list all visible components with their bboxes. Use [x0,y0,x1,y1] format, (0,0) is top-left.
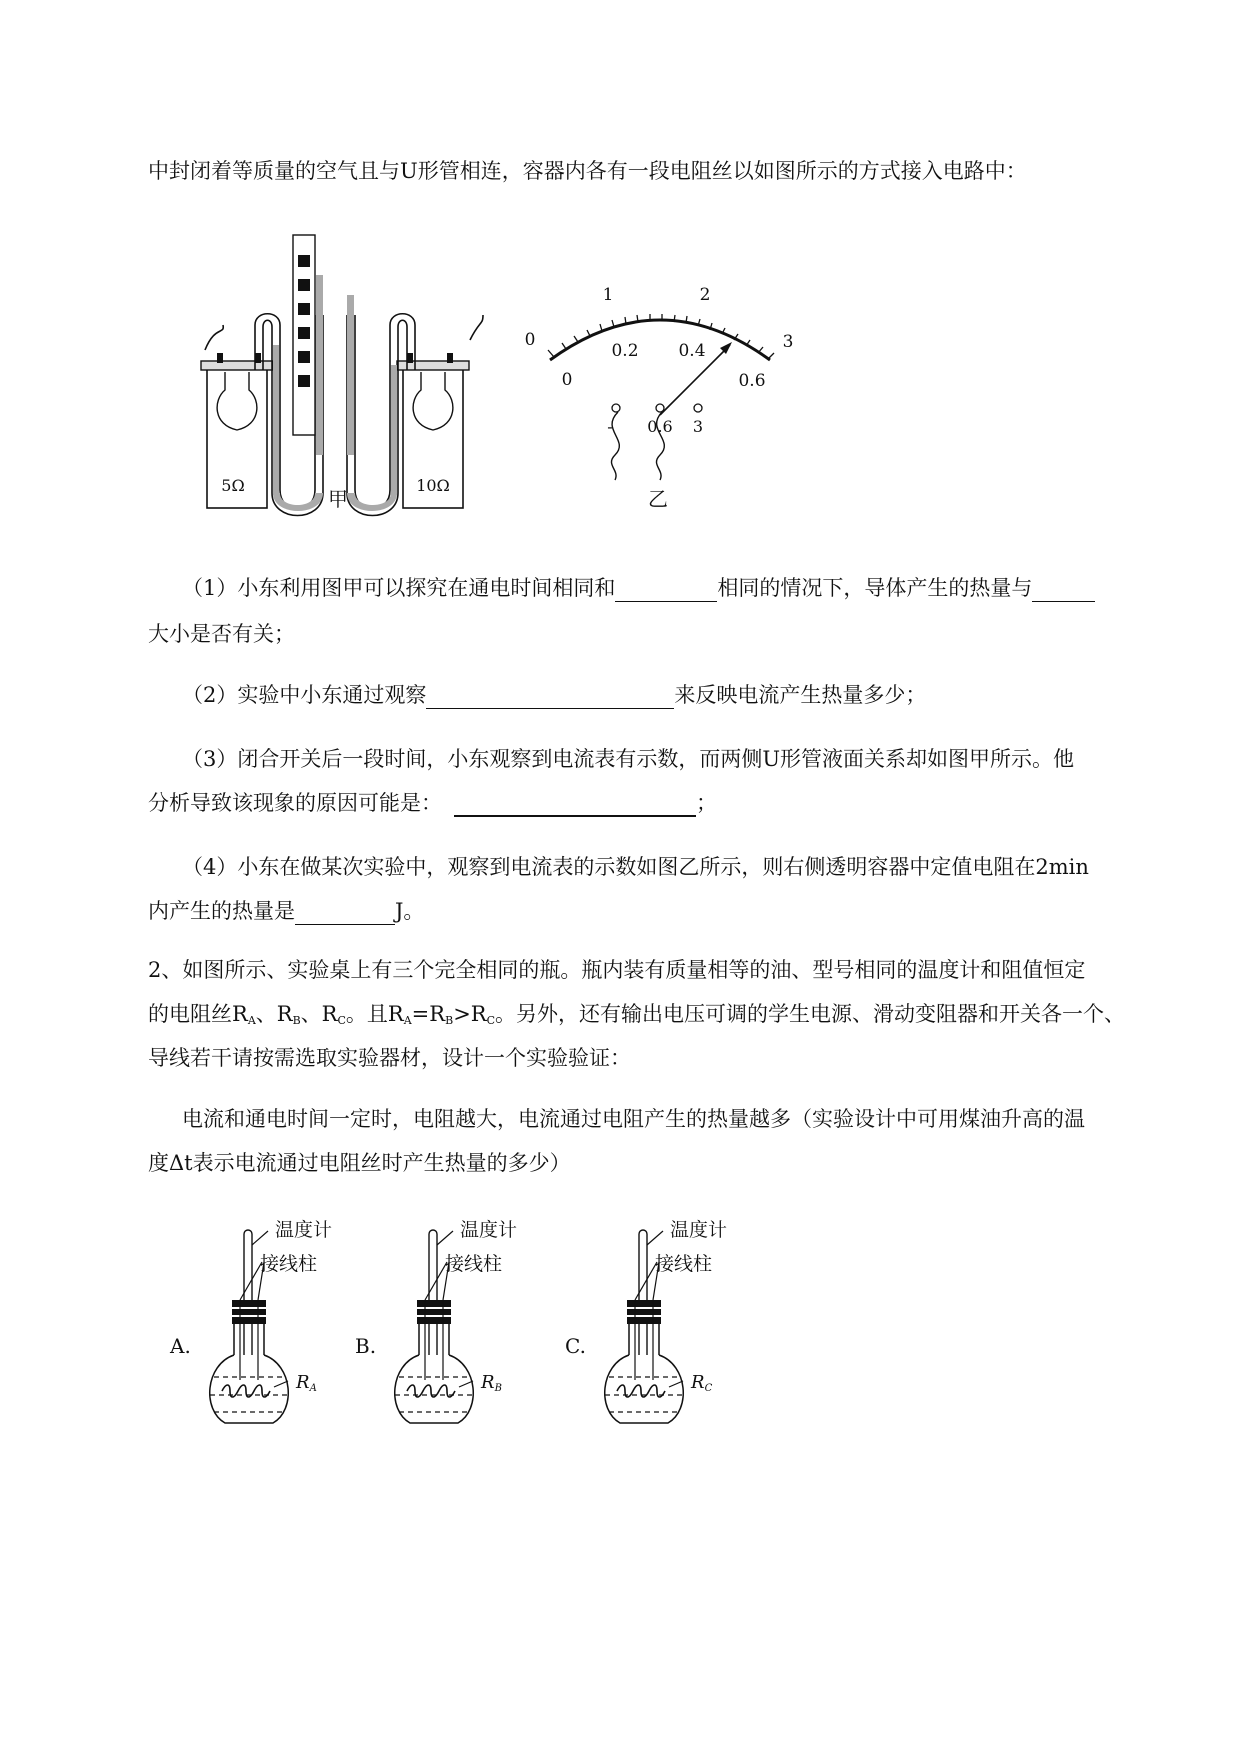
p2-text-c: 、R [300,1002,338,1026]
q1-blank-1[interactable] [615,579,717,602]
upper-scale-1: 1 [602,285,614,305]
q3-text-a: 分析导致该现象的原因可能是： [148,791,442,815]
intro-text: 中封闭着等质量的空气且与U形管相连，容器内各有一段电阻丝以如图所示的方式接入电路中： [148,159,1027,183]
upper-scale-3: 3 [782,332,794,352]
resistor-label [296,1369,317,1403]
lower-scale-04: 0.4 [678,341,706,361]
jia-label: 甲 [328,487,348,511]
p2-text-g: 。另外，还有输出电压可调的学生电源、滑动变阻器和开关各一个、 [495,1002,1126,1026]
figure-yi-ammeter [520,280,810,510]
terminal-label: 接线柱 [445,1253,503,1275]
flask-option-label: C. [565,1334,586,1358]
flask-r-sub: A [309,1383,317,1394]
q2-blank[interactable] [426,686,674,709]
q1-line2: 大小是否有关； [148,622,295,646]
flask-figure-c [565,1205,785,1445]
p2-text-f: >R [453,1002,487,1026]
q2-line1 [182,681,926,709]
upper-scale-2: 2 [699,285,711,305]
yi-label: 乙 [648,487,668,511]
flask-r: R [691,1372,705,1393]
resistor-label [481,1369,502,1403]
upper-scale-0: 0 [524,330,536,350]
p2-text-d: 。且R [345,1002,404,1026]
right-resistor-label: 10Ω [416,476,450,495]
q4-text-a: 内产生的热量是 [148,899,295,923]
flask-option-label: A. [170,1334,191,1358]
terminal-label: 接线柱 [260,1253,318,1275]
q3-line2 [148,789,717,817]
terminal-neg: - [607,417,613,436]
flask-figure-b [355,1205,575,1445]
sub-ra: A [247,1014,256,1027]
terminal-3: 3 [692,417,704,436]
q3-text-b: ； [696,791,717,815]
flask-r-sub: C [704,1383,713,1394]
sub-rb: B [292,1014,301,1027]
q2-text-b: 来反映电流产生热量多少； [674,683,927,707]
figure-jia [195,255,495,515]
sub-rb-2: B [445,1014,454,1027]
thermometer-label: 温度计 [460,1219,518,1241]
p2-text-b: 、R [255,1002,293,1026]
sub-ra-2: A [403,1014,412,1027]
q3-line1: （3）闭合开关后一段时间，小东观察到电流表有示数，而两侧U形管液面关系却如图甲所示。他 [182,747,1075,771]
q4-line1: （4）小东在做某次实验中，观察到电流表的示数如图乙所示，则右侧透明容器中定值电阻在2min [182,855,1089,879]
q1-line1 [182,574,1095,602]
q2-text-a: （2）实验中小东通过观察 [182,683,427,707]
q4-line2 [148,897,424,925]
flask-r: R [296,1372,310,1393]
terminal-06: 0.6 [647,417,673,436]
flask-option-label: B. [355,1334,377,1358]
left-resistor-label: 5Ω [221,476,245,495]
terminal-label: 接线柱 [655,1253,713,1275]
p2-line5: 度Δt表示电流通过电阻丝时产生热量的多少） [148,1151,571,1175]
p2-line4: 电流和通电时间一定时，电阻越大，电流通过电阻产生的热量越多（实验设计中可用煤油升高的温 [182,1107,1085,1131]
thermometer-label: 温度计 [275,1219,333,1241]
q4-text-b: J。 [395,899,425,923]
thermometer-label: 温度计 [670,1219,728,1241]
q4-blank[interactable] [295,902,395,925]
sub-rc-2: C [486,1014,496,1027]
q1-blank-2[interactable] [1032,579,1095,602]
lower-scale-0: 0 [561,370,573,390]
q3-blank[interactable] [454,793,696,817]
flask-r-sub: B [494,1383,502,1394]
resistor-label [691,1369,712,1403]
lower-scale-06: 0.6 [738,371,766,391]
sub-rc: C [337,1014,346,1027]
lower-scale-02: 0.2 [611,341,639,361]
p2-line1: 2、如图所示、实验桌上有三个完全相同的瓶。瓶内装有质量相等的油、型号相同的温度计和阻值恒定 [148,958,1086,982]
p2-line3: 导线若干请按需选取实验器材，设计一个实验验证： [148,1046,631,1070]
p2-text-a: 的电阻丝R [148,1002,248,1026]
flask-r: R [481,1372,495,1393]
p2-line2 [148,1000,1125,1035]
q1-text-b: 相同的情况下，导体产生的热量与 [717,576,1033,600]
q1-text-a: （1）小东利用图甲可以探究在通电时间相同和 [182,576,616,600]
p2-text-e: =R [411,1002,446,1026]
